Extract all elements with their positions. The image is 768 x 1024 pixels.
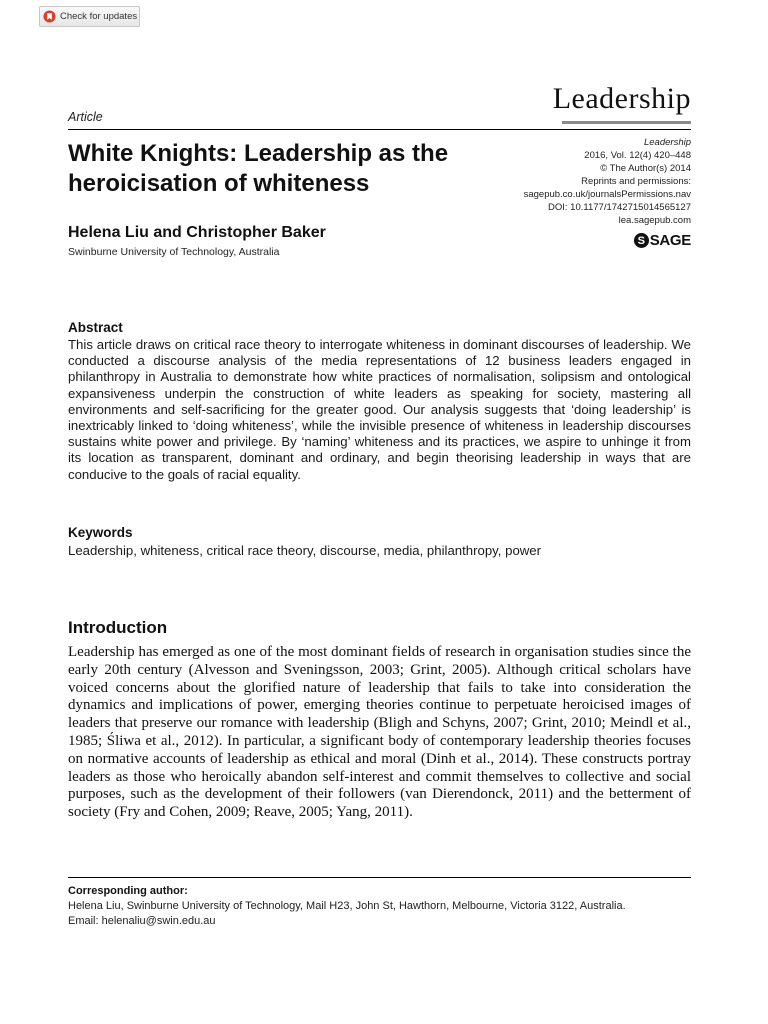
pubinfo-journal: Leadership [643,137,691,148]
update-bookmark-icon [43,10,56,23]
check-for-updates-badge[interactable] [39,6,140,27]
check-for-updates-label: Check for updates [60,11,138,22]
sage-s-icon: S [634,233,649,248]
pubinfo-copyright: © The Author(s) 2014 [600,163,691,174]
author-names: Helena Liu and Christopher Baker [68,224,326,241]
introduction-text: Leadership has emerged as one of the most dominant fields of research in organisation studies since the early 20th century (Alvesson and Sveningsson, 2003; Grint, 2005). Although critical scholars have voiced concerns about the glorified nature of leadership that fails to take into consideration the dynamics and implications of power, emerging theories continue to perpetuate heroicised images of leaders that preserve our romance with leadership (Bligh and Schyns, 2007; Grint, 2010; Meindl et al., 1985; Śliwa et al., 2012). In particular, a significant body of contemporary leadership theories focuses on normative accounts of leadership as ethical and moral (Dinh et al., 2014). These constructs portray leaders as those who heroically abandon self-interest and commit themselves to collective and social purposes, such as the development of their followers (van Dierendonck, 2011) and the betterment of society (Fry and Cohen, 2009; Reave, 2005; Yang, 2011). [68,644,691,821]
pubinfo-doi[interactable]: DOI: 10.1177/1742715014565127 [548,202,691,213]
pubinfo-volume: 2016, Vol. 12(4) 420–448 [584,150,691,161]
keywords-heading: Keywords [68,525,133,540]
footnote-rule [68,877,691,878]
article-title: White Knights: Leadership as the heroicisation of whiteness [68,140,449,197]
corresponding-author-address: Helena Liu, Swinburne University of Technology, Mail H23, John St, Hawthorn, Melbourne, Victoria 3122, Australia. [68,900,626,912]
author-affiliation: Swinburne University of Technology, Australia [68,246,280,258]
journal-name: Leadership [552,82,691,115]
header-rule [68,129,691,130]
keywords-text: Leadership, whiteness, critical race theory, discourse, media, philanthropy, power [68,543,542,558]
publisher-name: SAGE [649,232,691,249]
introduction-heading: Introduction [68,618,168,637]
corresponding-author-email[interactable]: Email: helenaliu@swin.edu.au [68,915,216,927]
publication-info [524,136,691,227]
abstract-heading: Abstract [68,320,123,335]
section-label: Article [68,110,103,124]
pubinfo-reprints: Reprints and permissions: [581,176,691,187]
pubinfo-site-link[interactable]: lea.sagepub.com [618,215,691,226]
pubinfo-permissions-link[interactable]: sagepub.co.uk/journalsPermissions.nav [523,189,691,200]
corresponding-author-heading: Corresponding author: [68,885,188,897]
journal-accent-rule [562,121,691,124]
abstract-text: This article draws on critical race theory to interrogate whiteness in dominant discourses of leadership. We conducted a discourse analysis of the media representations of 12 business leaders engaged in philanthropy in Australia to demonstrate how white practices of normalisation, solipsism and ontological expansiveness underpin the construction of white leaders as speaking for society, mastering all environments and self-sacrificing for the greater good. Our analysis suggests that ‘doing leadership’ is inextricably linked to ‘doing whiteness’, while the invisible presence of whiteness in leadership discourses sustains white power and privilege. By ‘naming’ whiteness and its practices, we aspire to unhinge it from its location as transparent, dominant and ordinary, and begin theorising leadership in ways that are conducive to the goals of racial equality. [68,337,691,482]
publisher-logo [634,232,691,249]
